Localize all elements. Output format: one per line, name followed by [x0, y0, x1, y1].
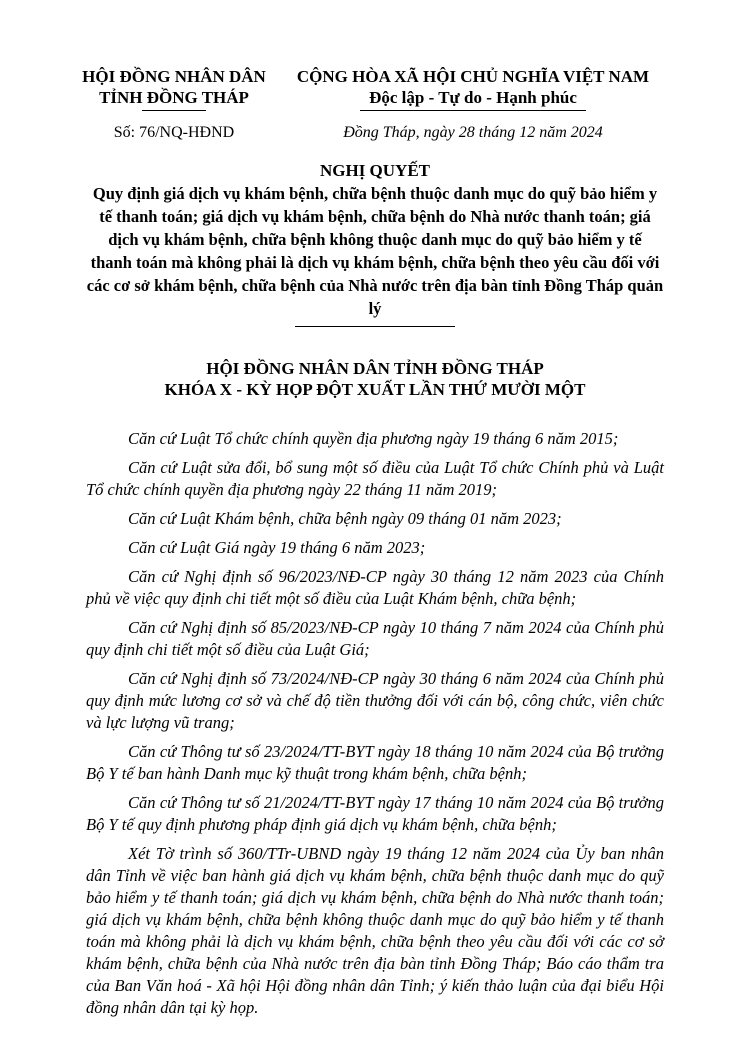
- preamble-paragraph: Căn cứ Luật sửa đổi, bổ sung một số điều của Luật Tổ chức Chính phủ và Luật Tổ chức chính quyền địa phương ngày 22 tháng 11 năm 2019;: [86, 458, 664, 499]
- authority-name-line1: HỘI ĐỒNG NHÂN DÂN: [82, 67, 266, 86]
- title-underline: [295, 326, 455, 327]
- preamble-paragraph: Xét Tờ trình số 360/TTr-UBND ngày 19 tháng 12 năm 2024 của Ủy ban nhân dân Tỉnh về việc ban hành giá dịch vụ khám bệnh, chữa bệnh thuộc danh mục do quỹ bảo hiểm y tế thanh toán; giá dịch vụ khám bệnh, chữa bệnh do Nhà nước thanh toán; giá dịch vụ khám bệnh, chữa bệnh không thuộc danh mục do quỹ bảo hiểm y tế thanh toán mà không phải là dịch vụ khám bệnh, chữa bệnh theo yêu cầu đối với các cơ sở khám bệnh, chữa bệnh của Nhà nước trên địa bàn tỉnh Đồng Tháp; Báo cáo thẩm tra của Ban Văn hoá - Xã hội Hội đồng nhân dân Tỉnh; ý kiến thảo luận của đại biểu Hội đồng nhân dân tại kỳ họp.: [86, 844, 664, 1017]
- preamble-paragraph: Căn cứ Luật Giá ngày 19 tháng 6 năm 2023;: [128, 538, 426, 557]
- nation-name: CỘNG HÒA XÃ HỘI CHỦ NGHĨA VIỆT NAM: [296, 67, 650, 86]
- authority-underline: [142, 110, 206, 111]
- preamble-paragraph: Căn cứ Nghị định số 85/2023/NĐ-CP ngày 10 tháng 7 năm 2024 của Chính phủ quy định chi tiết một số điều của Luật Giá;: [86, 618, 664, 659]
- council-session: KHÓA X - KỲ HỌP ĐỘT XUẤT LẦN THỨ MƯỜI MỘT: [164, 380, 586, 399]
- motto-underline: [360, 110, 586, 111]
- preamble: [86, 428, 664, 1026]
- national-header: [284, 66, 662, 142]
- place-date-line: Đồng Tháp, ngày 28 tháng 12 năm 2024: [343, 124, 603, 141]
- national-motto: Độc lập - Tự do - Hạnh phúc: [369, 88, 577, 107]
- preamble-paragraph: Căn cứ Thông tư số 21/2024/TT-BYT ngày 17 tháng 10 năm 2024 của Bộ trưởng Bộ Y tế quy định phương pháp định giá dịch vụ khám bệnh, chữa bệnh;: [86, 793, 664, 834]
- council-name: HỘI ĐỒNG NHÂN DÂN TỈNH ĐỒNG THÁP: [206, 359, 544, 378]
- document-subject: Quy định giá dịch vụ khám bệnh, chữa bệnh thuộc danh mục do quỹ bảo hiểm y tế thanh toán; giá dịch vụ khám bệnh, chữa bệnh do Nhà nước thanh toán; giá dịch vụ khám bệnh, chữa bệnh không thuộc danh mục do quỹ bảo hiểm y tế thanh toán mà không phải là dịch vụ khám bệnh, chữa bệnh theo yêu cầu đối với các cơ sở khám bệnh, chữa bệnh của Nhà nước trên địa bàn tỉnh Đồng Tháp quản lý: [86, 184, 664, 318]
- authority-name-line2: TỈNH ĐỒNG THÁP: [99, 88, 249, 107]
- document-type: NGHỊ QUYẾT: [319, 161, 431, 180]
- document-number: Số: 76/NQ-HĐND: [113, 124, 235, 141]
- preamble-paragraph: Căn cứ Thông tư số 23/2024/TT-BYT ngày 18 tháng 10 năm 2024 của Bộ trưởng Bộ Y tế ban hành Danh mục kỹ thuật trong khám bệnh, chữa bệnh;: [86, 742, 664, 783]
- document-title-block: [86, 160, 664, 327]
- preamble-paragraph: Căn cứ Luật Tổ chức chính quyền địa phương ngày 19 tháng 6 năm 2015;: [128, 429, 619, 448]
- issuing-authority-header: [70, 66, 278, 142]
- preamble-paragraph: Căn cứ Nghị định số 73/2024/NĐ-CP ngày 30 tháng 6 năm 2024 của Chính phủ quy định mức lương cơ sở và chế độ tiền thưởng đối với cán bộ, công chức, viên chức và lực lượng vũ trang;: [86, 669, 664, 732]
- preamble-paragraph: Căn cứ Luật Khám bệnh, chữa bệnh ngày 09 tháng 01 năm 2023;: [128, 509, 562, 528]
- council-heading: [86, 358, 664, 400]
- preamble-paragraph: Căn cứ Nghị định số 96/2023/NĐ-CP ngày 30 tháng 12 năm 2023 của Chính phủ về việc quy định chi tiết một số điều của Luật Khám bệnh, chữa bệnh;: [86, 567, 664, 608]
